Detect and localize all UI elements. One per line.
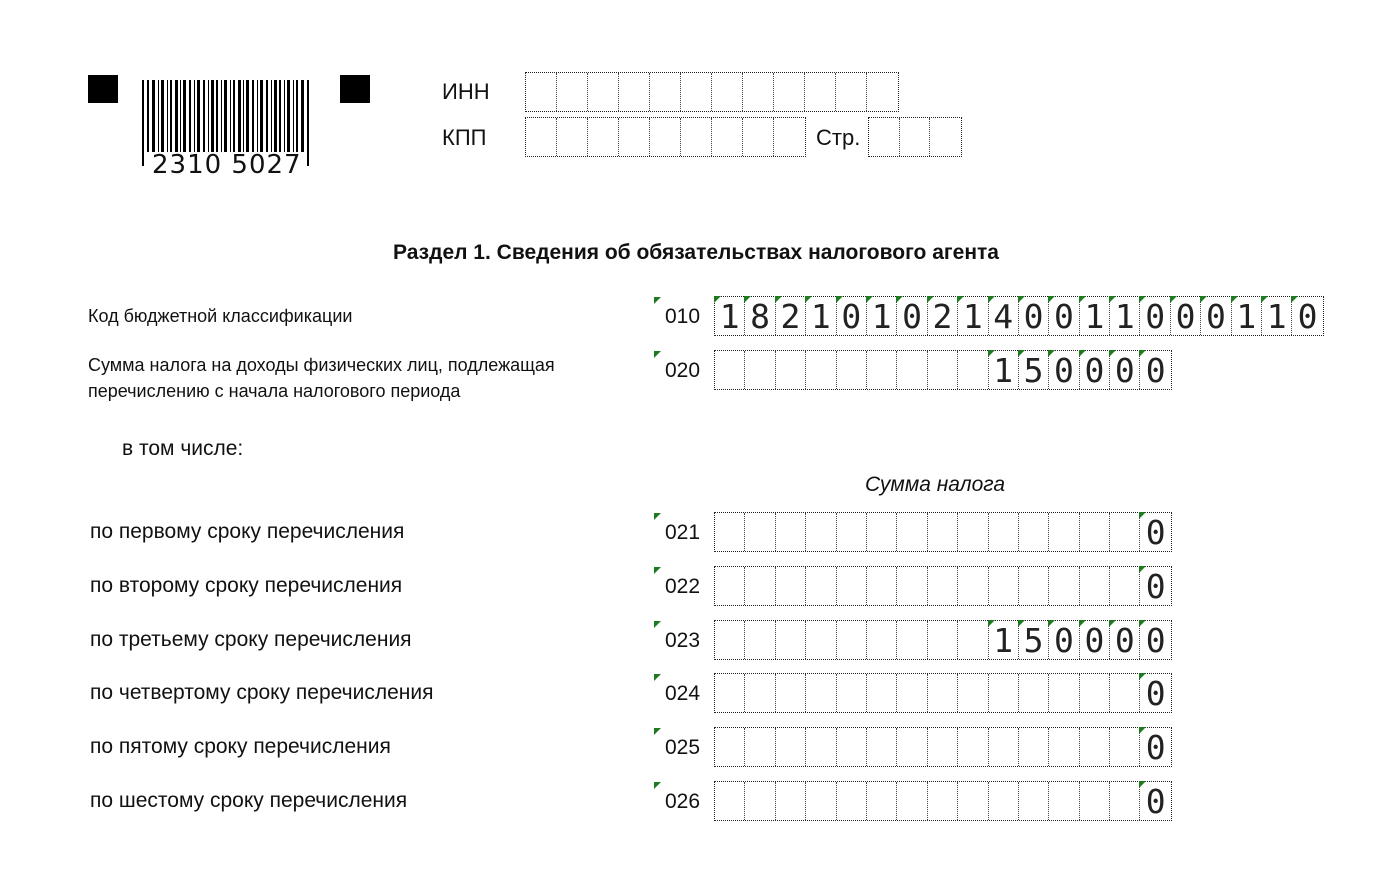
installment-code: 021: [665, 521, 701, 544]
digit-cell[interactable]: [928, 674, 958, 712]
kbk-code: 010: [665, 305, 701, 328]
digit-cell[interactable]: [1110, 674, 1140, 712]
digit-cell[interactable]: 0: [1292, 297, 1322, 335]
row-flag-icon: [654, 728, 661, 735]
digit-cell[interactable]: [958, 351, 988, 389]
digit-cell[interactable]: 2: [776, 297, 806, 335]
digit-cell[interactable]: [745, 567, 775, 605]
total-code: 020: [665, 359, 701, 382]
digit-cell[interactable]: [715, 674, 745, 712]
digit-cell[interactable]: [958, 513, 988, 551]
digit-cell[interactable]: 0: [1140, 728, 1170, 766]
digit-cell[interactable]: [958, 567, 988, 605]
digit-cell[interactable]: [1080, 513, 1110, 551]
digit-cell[interactable]: [806, 513, 836, 551]
digit-cell[interactable]: [774, 118, 805, 156]
digit-cell[interactable]: [776, 782, 806, 820]
digit-cell[interactable]: 1: [958, 297, 988, 335]
digit-cell[interactable]: [867, 728, 897, 766]
digit-cell[interactable]: [867, 674, 897, 712]
digit-cell[interactable]: [712, 118, 743, 156]
digit-cell[interactable]: [1049, 728, 1079, 766]
installment-amount-field[interactable]: [714, 781, 1172, 821]
digit-cell[interactable]: [806, 728, 836, 766]
installment-code: 024: [665, 682, 701, 705]
digit-cell[interactable]: 0: [1171, 297, 1201, 335]
digit-cell[interactable]: [776, 674, 806, 712]
digit-cell[interactable]: 0: [1140, 674, 1170, 712]
digit-cell[interactable]: [1080, 782, 1110, 820]
digit-cell[interactable]: [1049, 674, 1079, 712]
digit-cell[interactable]: 0: [1049, 621, 1079, 659]
digit-cell[interactable]: [867, 513, 897, 551]
digit-cell[interactable]: [989, 567, 1019, 605]
kpp-label: КПП: [442, 125, 487, 150]
digit-cell[interactable]: [837, 782, 867, 820]
total-label-line2: перечислению с начала налогового периода: [88, 381, 461, 401]
digit-cell[interactable]: [1110, 782, 1140, 820]
digit-cell[interactable]: [1019, 728, 1049, 766]
digit-cell[interactable]: [776, 513, 806, 551]
inn-label: ИНН: [442, 79, 490, 104]
row-flag-icon: [654, 782, 661, 789]
digit-cell[interactable]: [928, 782, 958, 820]
digit-cell[interactable]: [930, 118, 961, 156]
row-flag-icon: [654, 674, 661, 681]
digit-cell[interactable]: [837, 351, 867, 389]
digit-cell[interactable]: [1019, 674, 1049, 712]
digit-cell[interactable]: [837, 621, 867, 659]
digit-cell[interactable]: 0: [1201, 297, 1231, 335]
digit-cell[interactable]: [867, 351, 897, 389]
digit-cell[interactable]: [1080, 567, 1110, 605]
digit-cell[interactable]: [900, 118, 931, 156]
digit-cell[interactable]: 0: [897, 297, 927, 335]
row-flag-icon: [654, 567, 661, 574]
digit-cell[interactable]: [958, 674, 988, 712]
digit-cell[interactable]: [897, 567, 927, 605]
installment-amount-field[interactable]: [714, 566, 1172, 606]
digit-cell[interactable]: [806, 621, 836, 659]
digit-cell[interactable]: [743, 118, 774, 156]
digit-cell[interactable]: [806, 782, 836, 820]
digit-cell[interactable]: [557, 73, 588, 111]
row-flag-icon: [654, 621, 661, 628]
digit-cell[interactable]: [928, 351, 958, 389]
digit-cell[interactable]: 0: [1049, 297, 1079, 335]
digit-cell[interactable]: [1049, 782, 1079, 820]
digit-cell[interactable]: [619, 73, 650, 111]
digit-cell[interactable]: 0: [1080, 351, 1110, 389]
row-flag-icon: [654, 513, 661, 520]
digit-cell[interactable]: [745, 674, 775, 712]
barcode: [142, 80, 312, 180]
digit-cell[interactable]: 2: [928, 297, 958, 335]
sum-caption: Сумма налога: [865, 473, 1006, 496]
digit-cell[interactable]: [867, 782, 897, 820]
digit-cell[interactable]: [776, 351, 806, 389]
digit-cell[interactable]: [743, 73, 774, 111]
digit-cell[interactable]: 1: [1232, 297, 1262, 335]
digit-cell[interactable]: [837, 513, 867, 551]
digit-cell[interactable]: [776, 728, 806, 766]
digit-cell[interactable]: [989, 674, 1019, 712]
digit-cell[interactable]: 0: [1140, 621, 1170, 659]
digit-cell[interactable]: [776, 621, 806, 659]
inn-field[interactable]: [525, 72, 899, 112]
digit-cell[interactable]: [745, 782, 775, 820]
digit-cell[interactable]: 0: [1049, 351, 1079, 389]
digit-cell[interactable]: [1110, 567, 1140, 605]
digit-cell[interactable]: [958, 621, 988, 659]
digit-cell[interactable]: [681, 118, 712, 156]
digit-cell[interactable]: [526, 73, 557, 111]
digit-cell[interactable]: [1019, 782, 1049, 820]
digit-cell[interactable]: [776, 567, 806, 605]
digit-cell[interactable]: [897, 351, 927, 389]
digit-cell[interactable]: 1: [989, 351, 1019, 389]
digit-cell[interactable]: [745, 728, 775, 766]
digit-cell[interactable]: 0: [1140, 567, 1170, 605]
digit-cell[interactable]: [745, 513, 775, 551]
digit-cell[interactable]: [650, 73, 681, 111]
digit-cell[interactable]: [712, 73, 743, 111]
digit-cell[interactable]: [774, 73, 805, 111]
digit-cell[interactable]: [1080, 674, 1110, 712]
kpp-field[interactable]: [525, 117, 806, 157]
digit-cell[interactable]: 1: [1110, 297, 1140, 335]
digit-cell[interactable]: 0: [1140, 351, 1170, 389]
digit-cell[interactable]: [897, 621, 927, 659]
digit-cell[interactable]: 1: [1262, 297, 1292, 335]
digit-cell[interactable]: [1049, 567, 1079, 605]
installment-amount-field[interactable]: [714, 727, 1172, 767]
digit-cell[interactable]: [715, 351, 745, 389]
digit-cell[interactable]: [806, 567, 836, 605]
digit-cell[interactable]: [897, 782, 927, 820]
digit-cell[interactable]: [836, 73, 867, 111]
digit-cell[interactable]: [928, 621, 958, 659]
digit-cell[interactable]: [867, 567, 897, 605]
digit-cell[interactable]: 0: [1019, 297, 1049, 335]
digit-cell[interactable]: [806, 674, 836, 712]
digit-cell[interactable]: 1: [989, 621, 1019, 659]
barcode-number: 2310 5027: [152, 150, 302, 180]
digit-cell[interactable]: 0: [1110, 621, 1140, 659]
digit-cell[interactable]: [715, 782, 745, 820]
total-label-line1: Сумма налога на доходы физических лиц, подлежащая: [88, 355, 555, 375]
digit-cell[interactable]: 1: [1080, 297, 1110, 335]
digit-cell[interactable]: [989, 782, 1019, 820]
digit-cell[interactable]: [715, 567, 745, 605]
digit-cell[interactable]: 0: [1140, 782, 1170, 820]
section-title: Раздел 1. Сведения об обязательствах налогового агента: [393, 241, 999, 264]
alignment-marker-left: [88, 75, 118, 103]
kbk-label: Код бюджетной классификации: [88, 306, 353, 326]
digit-cell[interactable]: 0: [1080, 621, 1110, 659]
digit-cell[interactable]: [897, 674, 927, 712]
digit-cell[interactable]: [869, 118, 900, 156]
digit-cell[interactable]: [650, 118, 681, 156]
row-flag-icon: [654, 297, 661, 304]
digit-cell[interactable]: 1: [806, 297, 836, 335]
digit-cell[interactable]: [526, 118, 557, 156]
total-field[interactable]: [714, 350, 1172, 390]
installment-amount-field[interactable]: [714, 512, 1172, 552]
installment-label: по четвертому сроку перечисления: [90, 681, 434, 704]
installment-label: по шестому сроку перечисления: [90, 789, 408, 812]
digit-cell[interactable]: [681, 73, 712, 111]
digit-cell[interactable]: [897, 728, 927, 766]
installment-label: по пятому сроку перечисления: [90, 735, 391, 758]
installment-code: 026: [665, 790, 701, 813]
digit-cell[interactable]: [958, 728, 988, 766]
digit-cell[interactable]: [588, 73, 619, 111]
digit-cell[interactable]: [837, 567, 867, 605]
digit-cell[interactable]: [837, 674, 867, 712]
digit-cell[interactable]: 4: [989, 297, 1019, 335]
digit-cell[interactable]: 0: [1140, 513, 1170, 551]
digit-cell[interactable]: [1019, 567, 1049, 605]
digit-cell[interactable]: [1049, 513, 1079, 551]
digit-cell[interactable]: [1110, 728, 1140, 766]
installment-label: по второму сроку перечисления: [90, 574, 403, 597]
digit-cell[interactable]: [805, 73, 836, 111]
including-label: в том числе:: [122, 437, 244, 460]
digit-cell[interactable]: [928, 567, 958, 605]
digit-cell[interactable]: [989, 513, 1019, 551]
digit-cell[interactable]: 0: [837, 297, 867, 335]
digit-cell[interactable]: [619, 118, 650, 156]
digit-cell[interactable]: [867, 73, 898, 111]
installment-label: по первому сроку перечисления: [90, 520, 405, 543]
digit-cell[interactable]: 0: [1110, 351, 1140, 389]
installment-code: 022: [665, 575, 701, 598]
digit-cell[interactable]: [867, 621, 897, 659]
installment-amount-field[interactable]: [714, 673, 1172, 713]
installment-label: по третьему сроку перечисления: [90, 628, 412, 651]
digit-cell[interactable]: [588, 118, 619, 156]
kbk-field[interactable]: [714, 296, 1324, 336]
digit-cell[interactable]: 1: [715, 297, 745, 335]
digit-cell[interactable]: [806, 351, 836, 389]
page-label: Стр.: [816, 125, 861, 150]
digit-cell[interactable]: [715, 621, 745, 659]
digit-cell[interactable]: [557, 118, 588, 156]
digit-cell[interactable]: [715, 728, 745, 766]
digit-cell[interactable]: 5: [1019, 621, 1049, 659]
digit-cell[interactable]: [837, 728, 867, 766]
digit-cell[interactable]: 0: [1140, 297, 1170, 335]
digit-cell[interactable]: [928, 513, 958, 551]
digit-cell[interactable]: [745, 621, 775, 659]
digit-cell[interactable]: [1080, 728, 1110, 766]
row-flag-icon: [654, 351, 661, 358]
digit-cell[interactable]: [745, 351, 775, 389]
digit-cell[interactable]: [897, 513, 927, 551]
digit-cell[interactable]: [1019, 513, 1049, 551]
digit-cell[interactable]: [928, 728, 958, 766]
installment-amount-field[interactable]: [714, 620, 1172, 660]
digit-cell[interactable]: 5: [1019, 351, 1049, 389]
alignment-marker-right: [340, 75, 370, 103]
digit-cell[interactable]: [715, 513, 745, 551]
page-number-field[interactable]: [868, 117, 962, 157]
digit-cell[interactable]: 1: [867, 297, 897, 335]
digit-cell[interactable]: [958, 782, 988, 820]
digit-cell[interactable]: [1110, 513, 1140, 551]
digit-cell[interactable]: [989, 728, 1019, 766]
installment-code: 023: [665, 629, 701, 652]
installment-code: 025: [665, 736, 701, 759]
digit-cell[interactable]: 8: [745, 297, 775, 335]
